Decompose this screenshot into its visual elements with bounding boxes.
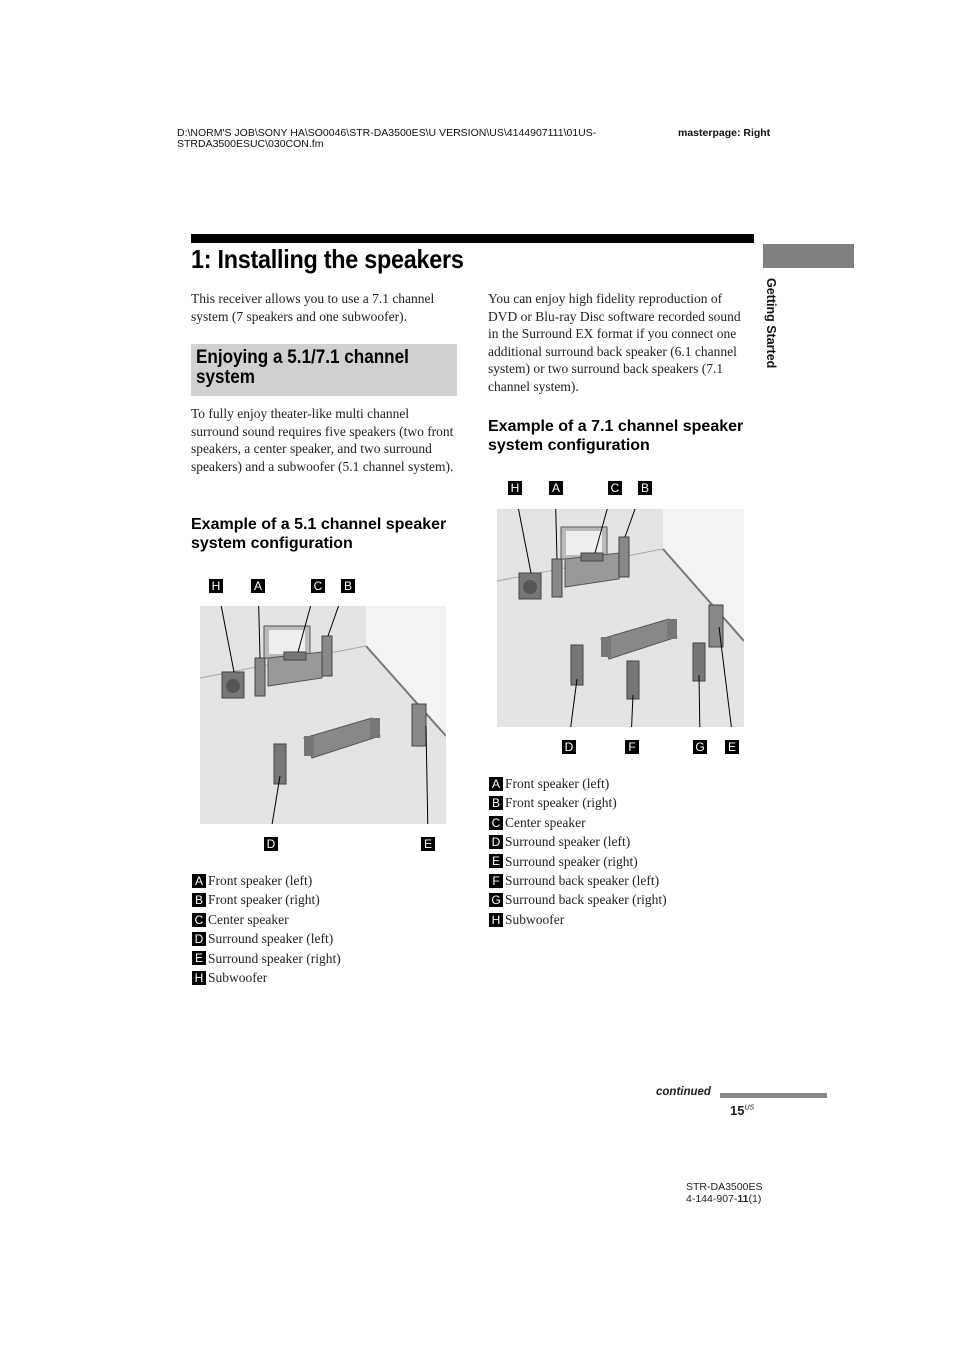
diagram-71-label-g: G [693,740,707,754]
legend-text: Front speaker (right) [208,892,320,908]
diagram-71-label-b: B [638,481,652,495]
continued-bar [720,1093,827,1098]
legend-letter: D [192,932,206,946]
legend-item [192,949,341,968]
part-code-suffix: (1) [748,1192,762,1205]
legend-text: Surround speaker (left) [208,931,334,947]
file-path-line-1: D:\NORM'S JOB\SONY HA\SO0046\STR-DA3500ES\U VERSION\US\4144907111\01US- [177,127,597,139]
legend-text: Surround back speaker (right) [505,892,667,908]
legend-text: Surround back speaker (left) [505,873,660,889]
legend-letter: B [489,796,503,810]
masterpage-label: masterpage: Right [678,127,771,139]
legend-letter: C [192,913,206,927]
intro-paragraph: This receiver allows you to use a 7.1 channel system (7 speakers and one subwoofer). [191,291,435,324]
legend-text: Surround speaker (left) [505,834,631,850]
model-name: STR-DA3500ES [686,1181,763,1193]
legend-letter: F [489,874,503,888]
legend-letter: H [489,913,503,927]
page-number-value: 15 [730,1103,745,1118]
legend-item [192,929,341,948]
diagram-51-label-h: H [209,579,223,593]
diagram-71-label-f: F [625,740,639,754]
legend-letter: E [489,854,503,868]
part-code-bold: 11 [737,1192,749,1205]
legend-letter: G [489,893,503,907]
legend-text: Front speaker (right) [505,795,617,811]
page-number [730,1103,754,1118]
legend-item [192,968,341,987]
legend-71 [489,774,667,929]
example-51-heading: Example of a 5.1 channel speaker system configuration [191,516,447,552]
legend-letter: H [192,971,206,985]
legend-item [489,890,667,909]
legend-item [192,871,341,890]
legend-item [489,910,667,929]
legend-letter: D [489,835,503,849]
legend-51 [192,871,341,987]
diagram-71-label-e: E [725,740,739,754]
legend-letter: A [489,777,503,791]
file-path [177,128,596,150]
section-tab [763,244,854,268]
room-51-drawing [200,606,446,824]
page-title: 1: Installing the speakers [191,244,464,274]
example-71-heading: Example of a 7.1 channel speaker system configuration [488,418,744,454]
page-number-suffix: US [744,1104,755,1112]
legend-text: Surround speaker (right) [505,853,638,869]
speakers-paragraph: To fully enjoy theater-like multi channel surround sound requires five speakers (two front speakers, a center speaker, and two surround speakers) and a subwoofer (5.1 channel system). [191,406,454,474]
diagram-71-illustration [497,509,744,727]
legend-text: Center speaker [505,814,586,830]
section-tab-label: Getting Started [764,278,778,369]
legend-letter: C [489,816,503,830]
legend-item [489,793,667,812]
part-code-prefix: 4-144-907- [686,1192,738,1205]
legend-letter: E [192,951,206,965]
legend-item [489,852,667,871]
legend-text: Front speaker (left) [505,776,610,791]
diagram-51-label-c: C [311,579,325,593]
diagram-51-label-e: E [421,837,435,851]
surround-ex-paragraph: You can enjoy high fidelity reproduction of DVD or Blu-ray Disc software recorded sound in the Surround EX format if you connect one additional surround back speaker (6.1 channel system) or two surround back speakers (7.1 channel system). [488,291,741,394]
model-info [686,1182,762,1205]
legend-item [489,813,667,832]
diagram-71-label-a: A [549,481,563,495]
legend-text: Subwoofer [505,911,565,927]
file-path-line-2: STRDA3500ESUC\030CON.fm [177,138,324,150]
legend-text: Surround speaker (right) [208,950,341,966]
diagram-71-label-h: H [508,481,522,495]
legend-item [192,910,341,929]
subheading: Enjoying a 5.1/7.1 channel system [196,347,409,388]
continued-label: continued [656,1086,711,1098]
legend-text: Center speaker [208,911,289,927]
diagram-51-label-a: A [251,579,265,593]
diagram-71-label-c: C [608,481,622,495]
room-71-drawing [497,509,744,727]
diagram-51-label-d: D [264,837,278,851]
legend-item [192,890,341,909]
part-code [686,1194,762,1206]
legend-item [489,774,667,793]
legend-letter: B [192,893,206,907]
legend-text: Front speaker (left) [208,873,313,888]
legend-item [489,871,667,890]
legend-item [489,832,667,851]
diagram-51-illustration [200,606,446,824]
diagram-51-label-b: B [341,579,355,593]
diagram-71-label-d: D [562,740,576,754]
legend-letter: A [192,874,206,888]
legend-text: Subwoofer [208,970,268,986]
title-rule [191,234,754,243]
